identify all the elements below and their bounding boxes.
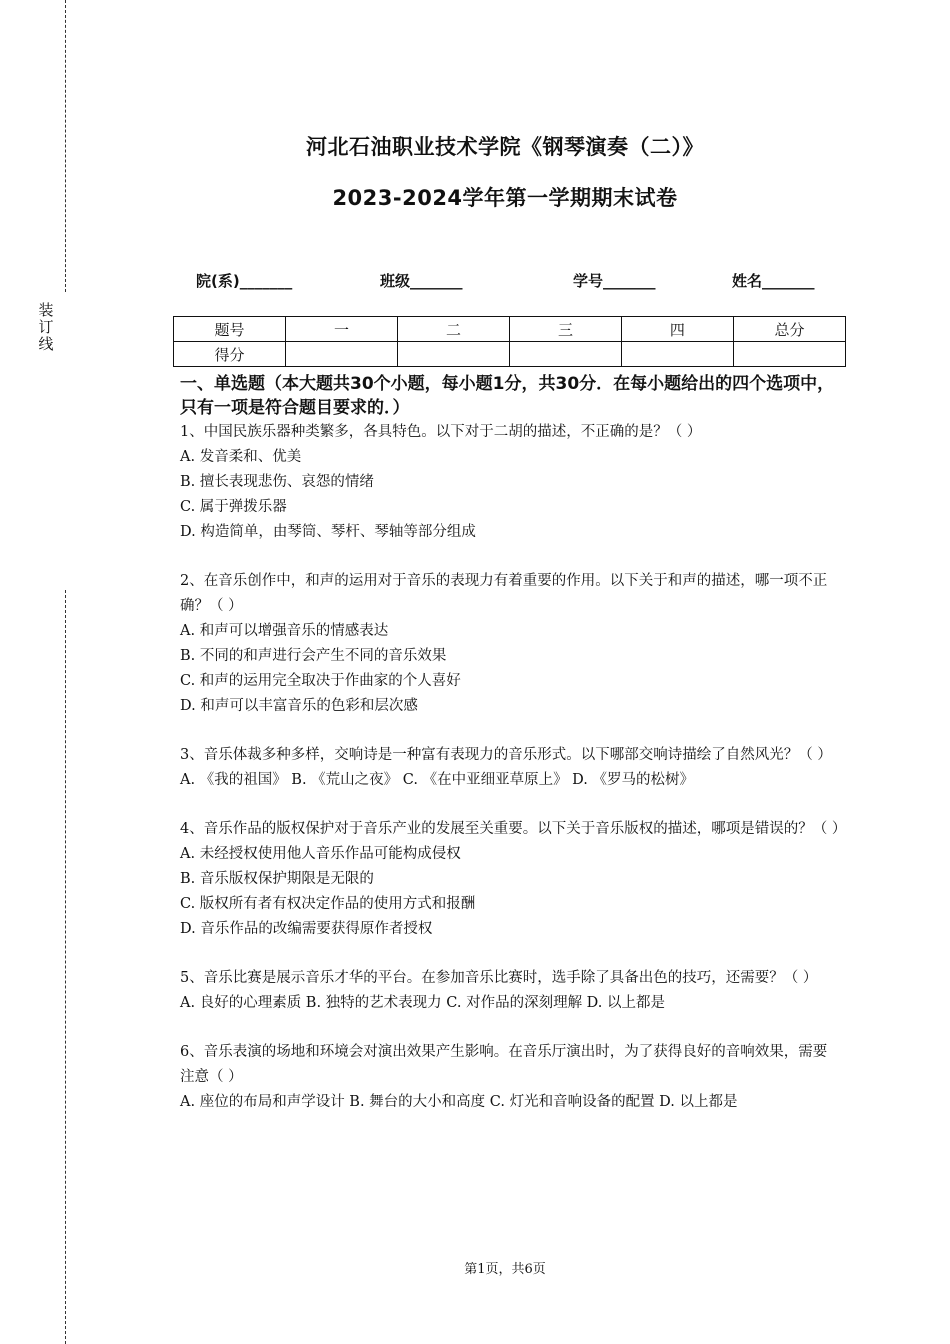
option: D. 构造简单，由琴筒、琴杆、琴轴等部分组成: [180, 524, 476, 540]
table-cell: 总分: [733, 317, 845, 342]
question-stem: 3、音乐体裁多种多样，交响诗是一种富有表现力的音乐形式。以下哪部交响诗描绘了自然风光？（ ）: [180, 747, 832, 763]
score-table-score-row: [174, 342, 846, 367]
page-footer: 第1页，共6页: [464, 1262, 546, 1277]
score-table-header-row: [174, 317, 846, 342]
table-cell: 题号: [174, 317, 286, 342]
score-table: [173, 316, 846, 367]
question-item: [180, 817, 847, 942]
score-input-cell[interactable]: [397, 342, 509, 367]
option: A. 和声可以增强音乐的情感表达: [180, 623, 389, 639]
score-input-cell[interactable]: [509, 342, 621, 367]
exam-title: 河北石油职业技术学院《钢琴演奏（二）》: [306, 135, 704, 159]
option: A. 未经授权使用他人音乐作品可能构成侵权: [180, 846, 461, 862]
question-list: [180, 420, 847, 1139]
table-cell: 四: [621, 317, 733, 342]
table-cell: 得分: [174, 342, 286, 367]
table-cell: 三: [509, 317, 621, 342]
question-item: [180, 420, 840, 545]
section-heading: 一、单选题（本大题共30个小题，每小题1分，共30分．在每小题给出的四个选项中，只有一项是符合题目要求的．）: [180, 374, 835, 418]
question-stem: 1、中国民族乐器种类繁多，各具特色。以下对于二胡的描述，不正确的是？（ ）: [180, 424, 702, 440]
exam-subtitle: 2023-2024学年第一学期期末试卷: [332, 186, 678, 210]
option: A. 《我的祖国》 B. 《荒山之夜》 C. 《在中亚细亚草原上》 D. 《罗马的松树》: [180, 772, 695, 788]
question-stem: 2、在音乐创作中，和声的运用对于音乐的表现力有着重要的作用。以下关于和声的描述，哪一项不正确？（ ）: [180, 573, 828, 614]
option: C. 属于弹拨乐器: [180, 499, 287, 515]
option: A. 发音柔和、优美: [180, 449, 302, 465]
question-stem: 4、音乐作品的版权保护对于音乐产业的发展至关重要。以下关于音乐版权的描述，哪项是错误的？（ ）: [180, 821, 847, 837]
department-field[interactable]: 院(系)_______: [196, 272, 293, 290]
question-item: [180, 966, 840, 1016]
question-stem: 5、音乐比赛是展示音乐才华的平台。在参加音乐比赛时，选手除了具备出色的技巧，还需要？（ ）: [180, 970, 818, 986]
binding-label: 装订线: [38, 301, 54, 353]
question-item: [180, 743, 840, 793]
option: B. 擅长表现悲伤、哀怨的情绪: [180, 474, 374, 490]
score-input-cell[interactable]: [621, 342, 733, 367]
score-input-cell[interactable]: [733, 342, 845, 367]
question-item: [180, 569, 840, 719]
score-input-cell[interactable]: [285, 342, 397, 367]
option: C. 和声的运用完全取决于作曲家的个人喜好: [180, 673, 461, 689]
option: A. 座位的布局和声学设计 B. 舞台的大小和高度 C. 灯光和音响设备的配置 D. 以上都是: [180, 1094, 738, 1110]
option: A. 良好的心理素质 B. 独特的艺术表现力 C. 对作品的深刻理解 D. 以上都是: [180, 995, 666, 1011]
binding-line-bottom: [65, 590, 66, 1344]
question-item: [180, 1040, 840, 1115]
question-stem: 6、音乐表演的场地和环境会对演出效果产生影响。在音乐厅演出时，为了获得良好的音响效果，需要注意（ ）: [180, 1044, 828, 1085]
class-field[interactable]: 班级_______: [380, 272, 463, 290]
student-id-field[interactable]: 学号_______: [573, 272, 656, 290]
option: B. 音乐版权保护期限是无限的: [180, 871, 374, 887]
option: C. 版权所有者有权决定作品的使用方式和报酬: [180, 896, 476, 912]
option: D. 音乐作品的改编需要获得原作者授权: [180, 921, 433, 937]
option: B. 不同的和声进行会产生不同的音乐效果: [180, 648, 447, 664]
table-cell: 二: [397, 317, 509, 342]
table-cell: 一: [285, 317, 397, 342]
name-field[interactable]: 姓名_______: [732, 272, 815, 290]
option: D. 和声可以丰富音乐的色彩和层次感: [180, 698, 418, 714]
